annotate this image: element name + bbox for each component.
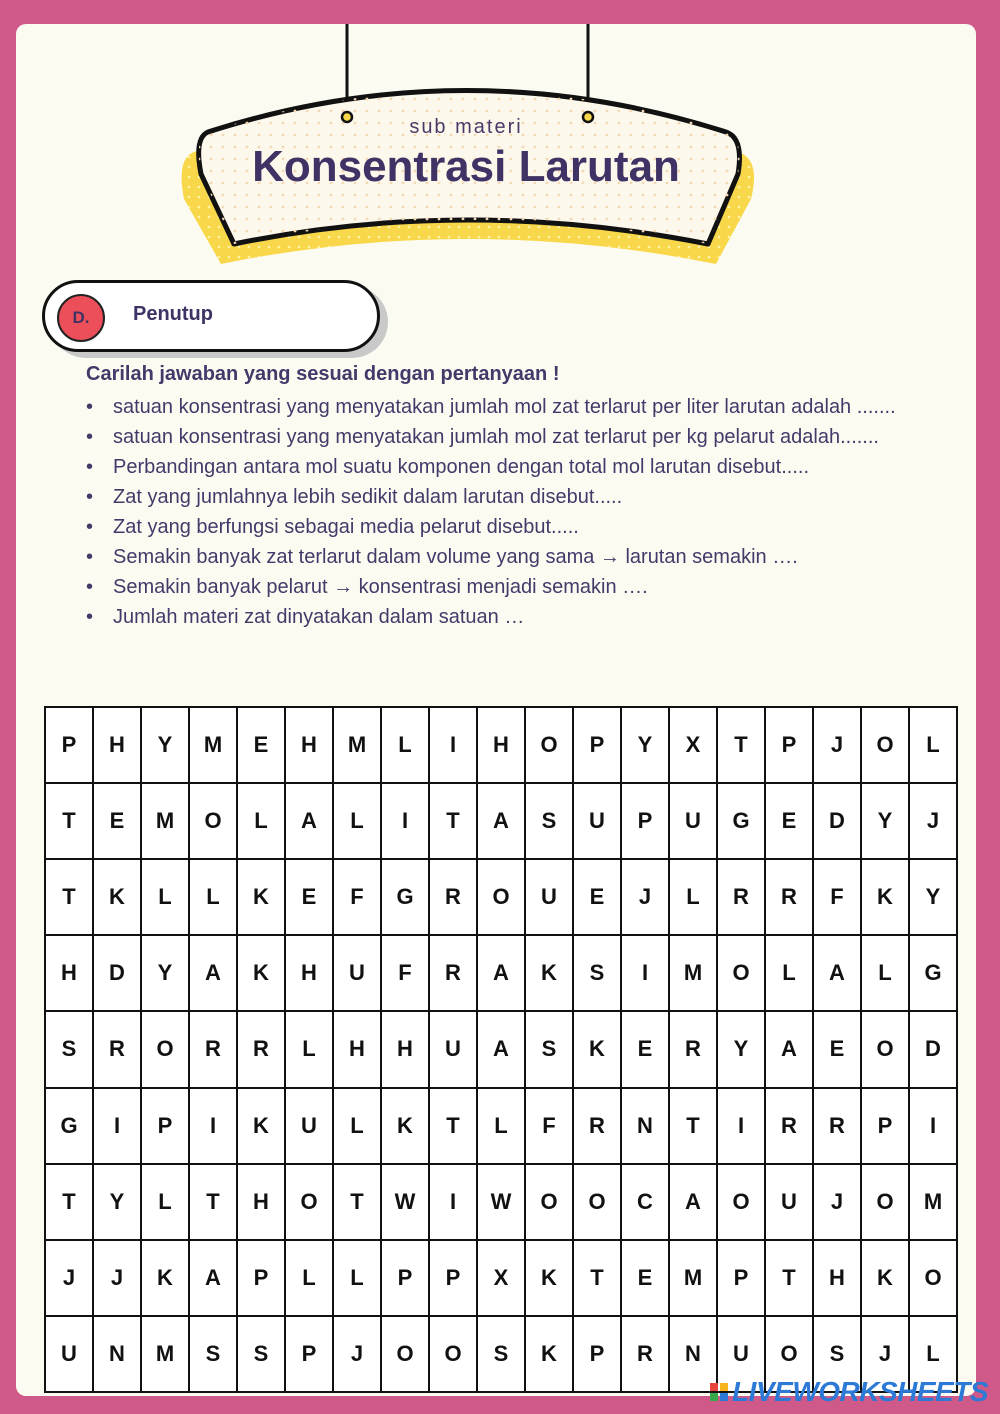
letter-cell[interactable]: E [766, 784, 814, 860]
question-item: • Zat yang jumlahnya lebih sedikit dalam larutan disebut..... [86, 482, 918, 512]
letter-cell[interactable]: A [814, 936, 862, 1012]
letter-cell[interactable]: N [670, 1317, 718, 1393]
letter-cell[interactable]: E [622, 1241, 670, 1317]
letter-cell[interactable]: O [574, 1165, 622, 1241]
letter-cell[interactable]: L [910, 1317, 958, 1393]
letter-cell[interactable]: A [478, 784, 526, 860]
letter-cell[interactable]: S [46, 1012, 94, 1088]
letter-cell[interactable]: P [622, 784, 670, 860]
letter-cell[interactable]: S [526, 1012, 574, 1088]
letter-cell[interactable]: O [862, 1165, 910, 1241]
letter-cell[interactable]: H [478, 708, 526, 784]
letter-cell[interactable]: L [478, 1089, 526, 1165]
question-block [86, 359, 918, 632]
letter-cell[interactable]: K [574, 1012, 622, 1088]
letter-cell[interactable]: U [718, 1317, 766, 1393]
letter-cell[interactable]: P [766, 708, 814, 784]
letter-cell[interactable]: W [478, 1165, 526, 1241]
letter-cell[interactable]: U [574, 784, 622, 860]
letter-cell[interactable]: K [94, 860, 142, 936]
letter-cell[interactable]: O [286, 1165, 334, 1241]
letter-cell[interactable]: K [142, 1241, 190, 1317]
letter-cell[interactable]: R [766, 1089, 814, 1165]
letter-cell[interactable]: P [142, 1089, 190, 1165]
banner-subtitle: sub materi [409, 116, 523, 138]
letter-cell[interactable]: J [910, 784, 958, 860]
letter-cell[interactable]: H [238, 1165, 286, 1241]
letter-cell[interactable]: T [430, 784, 478, 860]
letter-cell[interactable]: M [334, 708, 382, 784]
letter-cell[interactable]: H [286, 708, 334, 784]
letter-cell[interactable]: L [142, 860, 190, 936]
letter-cell[interactable]: M [190, 708, 238, 784]
section-badge: D. [57, 294, 105, 342]
letter-cell[interactable]: I [190, 1089, 238, 1165]
letter-cell[interactable]: L [286, 1241, 334, 1317]
letter-cell[interactable]: R [574, 1089, 622, 1165]
letter-cell[interactable]: P [574, 708, 622, 784]
letter-cell[interactable]: I [910, 1089, 958, 1165]
letter-cell[interactable]: O [478, 860, 526, 936]
letter-cell[interactable]: T [46, 860, 94, 936]
letter-cell[interactable]: L [334, 1241, 382, 1317]
letter-cell[interactable]: R [190, 1012, 238, 1088]
letter-cell[interactable]: H [814, 1241, 862, 1317]
letter-cell[interactable]: J [862, 1317, 910, 1393]
letter-cell[interactable]: H [286, 936, 334, 1012]
worksheet-page [16, 24, 976, 1396]
letter-cell[interactable]: K [526, 1241, 574, 1317]
letter-cell[interactable]: C [622, 1165, 670, 1241]
letter-cell[interactable]: D [910, 1012, 958, 1088]
letter-cell[interactable]: K [862, 1241, 910, 1317]
letter-cell[interactable]: S [814, 1317, 862, 1393]
letter-cell[interactable]: P [238, 1241, 286, 1317]
letter-cell[interactable]: O [142, 1012, 190, 1088]
letter-cell[interactable]: H [382, 1012, 430, 1088]
letter-cell[interactable]: R [430, 936, 478, 1012]
letter-cell[interactable]: R [94, 1012, 142, 1088]
letter-cell[interactable]: I [622, 936, 670, 1012]
letter-cell[interactable]: I [382, 784, 430, 860]
letter-cell[interactable]: P [862, 1089, 910, 1165]
letter-cell[interactable]: O [718, 1165, 766, 1241]
letter-cell[interactable]: T [670, 1089, 718, 1165]
letter-cell[interactable]: Y [142, 936, 190, 1012]
letter-cell[interactable]: X [670, 708, 718, 784]
letter-cell[interactable]: J [94, 1241, 142, 1317]
letter-cell[interactable]: E [94, 784, 142, 860]
letter-cell[interactable]: U [766, 1165, 814, 1241]
letter-cell[interactable]: S [190, 1317, 238, 1393]
letter-cell[interactable]: T [190, 1165, 238, 1241]
letter-cell[interactable]: L [238, 784, 286, 860]
letter-cell[interactable]: O [766, 1317, 814, 1393]
letter-cell[interactable]: L [910, 708, 958, 784]
letter-cell[interactable]: U [46, 1317, 94, 1393]
question-item: • Semakin banyak pelarut → konsentrasi menjadi semakin …. [86, 572, 918, 602]
letter-cell[interactable]: E [574, 860, 622, 936]
letter-cell[interactable]: G [718, 784, 766, 860]
letter-cell[interactable]: D [814, 784, 862, 860]
letter-cell[interactable]: E [622, 1012, 670, 1088]
letter-cell[interactable]: O [526, 708, 574, 784]
letter-cell[interactable]: O [382, 1317, 430, 1393]
letter-cell[interactable]: A [670, 1165, 718, 1241]
letter-cell[interactable]: A [478, 936, 526, 1012]
letter-cell[interactable]: T [766, 1241, 814, 1317]
letter-cell[interactable]: O [430, 1317, 478, 1393]
letter-cell[interactable]: P [382, 1241, 430, 1317]
letter-cell[interactable]: A [478, 1012, 526, 1088]
letter-cell[interactable]: U [670, 784, 718, 860]
letter-cell[interactable]: M [142, 1317, 190, 1393]
letter-cell[interactable]: L [142, 1165, 190, 1241]
question-heading: Carilah jawaban yang sesuai dengan pertanyaan ! [86, 363, 560, 385]
letter-cell[interactable]: A [190, 936, 238, 1012]
letter-cell[interactable]: P [286, 1317, 334, 1393]
letter-cell[interactable]: P [574, 1317, 622, 1393]
letter-cell[interactable]: Y [94, 1165, 142, 1241]
letter-cell[interactable]: N [622, 1089, 670, 1165]
letter-cell[interactable]: H [334, 1012, 382, 1088]
letter-cell[interactable]: U [526, 860, 574, 936]
watermark-text: LIVEWORKSHEETS [732, 1376, 988, 1407]
letter-cell[interactable]: K [238, 860, 286, 936]
letter-cell[interactable]: I [718, 1089, 766, 1165]
liveworksheets-logo-icon [710, 1383, 728, 1401]
question-item: • satuan konsentrasi yang menyatakan jumlah mol zat terlarut per liter larutan adalah ....... [86, 392, 918, 422]
letter-cell[interactable]: F [814, 860, 862, 936]
letter-cell[interactable]: J [814, 1165, 862, 1241]
section-header [42, 280, 380, 352]
letter-cell[interactable]: S [526, 784, 574, 860]
letter-cell[interactable]: J [814, 708, 862, 784]
letter-cell[interactable]: O [862, 708, 910, 784]
letter-cell[interactable]: R [670, 1012, 718, 1088]
letter-cell[interactable]: E [286, 860, 334, 936]
logo-square [710, 1393, 718, 1401]
letter-cell[interactable]: K [526, 936, 574, 1012]
letter-cell[interactable]: O [910, 1241, 958, 1317]
logo-square [710, 1383, 718, 1391]
letter-cell[interactable]: T [430, 1089, 478, 1165]
liveworksheets-watermark [710, 1376, 988, 1408]
question-item: • satuan konsentrasi yang menyatakan jumlah mol zat terlarut per kg pelarut adalah....... [86, 422, 918, 452]
letter-cell[interactable]: X [478, 1241, 526, 1317]
letter-cell[interactable]: O [526, 1165, 574, 1241]
letter-cell[interactable]: N [94, 1317, 142, 1393]
letter-cell[interactable]: P [718, 1241, 766, 1317]
letter-cell[interactable]: I [430, 1165, 478, 1241]
letter-cell[interactable]: K [526, 1317, 574, 1393]
letter-cell[interactable]: Y [622, 708, 670, 784]
letter-cell[interactable]: I [430, 708, 478, 784]
letter-cell[interactable]: R [622, 1317, 670, 1393]
letter-cell[interactable]: P [430, 1241, 478, 1317]
letter-cell[interactable]: F [526, 1089, 574, 1165]
letter-cell[interactable]: M [670, 936, 718, 1012]
letter-cell[interactable]: A [190, 1241, 238, 1317]
letter-cell[interactable]: L [190, 860, 238, 936]
letter-cell[interactable]: J [334, 1317, 382, 1393]
letter-cell[interactable]: U [430, 1012, 478, 1088]
letter-cell[interactable]: R [718, 860, 766, 936]
letter-cell[interactable]: R [814, 1089, 862, 1165]
letter-cell[interactable]: I [94, 1089, 142, 1165]
letter-cell[interactable]: S [478, 1317, 526, 1393]
letter-cell[interactable]: L [382, 708, 430, 784]
question-item: • Zat yang berfungsi sebagai media pelarut disebut..... [86, 512, 918, 542]
letter-cell[interactable]: L [286, 1012, 334, 1088]
letter-cell[interactable]: E [814, 1012, 862, 1088]
letter-cell[interactable]: F [382, 936, 430, 1012]
letter-cell[interactable]: K [238, 1089, 286, 1165]
letter-cell[interactable]: S [574, 936, 622, 1012]
letter-cell[interactable]: L [670, 860, 718, 936]
letter-cell[interactable]: M [910, 1165, 958, 1241]
letter-cell[interactable]: K [382, 1089, 430, 1165]
letter-cell[interactable]: R [766, 860, 814, 936]
letter-cell[interactable]: Y [142, 708, 190, 784]
letter-cell[interactable]: G [382, 860, 430, 936]
letter-cell[interactable]: O [718, 936, 766, 1012]
letter-cell[interactable]: T [334, 1165, 382, 1241]
letter-cell[interactable]: L [334, 1089, 382, 1165]
letter-cell[interactable]: D [94, 936, 142, 1012]
letter-cell[interactable]: A [766, 1012, 814, 1088]
letter-cell[interactable]: G [46, 1089, 94, 1165]
letter-cell[interactable]: Y [718, 1012, 766, 1088]
letter-cell[interactable]: G [910, 936, 958, 1012]
letter-cell[interactable]: J [622, 860, 670, 936]
letter-cell[interactable]: J [46, 1241, 94, 1317]
letter-cell[interactable]: W [382, 1165, 430, 1241]
letter-cell[interactable]: Y [862, 784, 910, 860]
question-list [86, 392, 918, 632]
letter-cell[interactable]: L [766, 936, 814, 1012]
letter-cell[interactable]: P [46, 708, 94, 784]
letter-cell[interactable]: T [718, 708, 766, 784]
letter-cell[interactable]: M [670, 1241, 718, 1317]
letter-cell[interactable]: U [334, 936, 382, 1012]
letter-cell[interactable]: K [238, 936, 286, 1012]
letter-cell[interactable]: H [94, 708, 142, 784]
section-label: Penutup [133, 303, 213, 325]
logo-square [720, 1393, 728, 1401]
letter-cell[interactable]: T [574, 1241, 622, 1317]
letter-cell[interactable]: Y [910, 860, 958, 936]
question-item: • Perbandingan antara mol suatu komponen dengan total mol larutan disebut..... [86, 452, 918, 482]
letter-cell[interactable]: O [190, 784, 238, 860]
letter-cell[interactable]: O [862, 1012, 910, 1088]
letter-cell[interactable]: R [430, 860, 478, 936]
letter-cell[interactable]: F [334, 860, 382, 936]
letter-cell[interactable]: A [286, 784, 334, 860]
question-item: • Semakin banyak zat terlarut dalam volume yang sama → larutan semakin …. [86, 542, 918, 572]
letter-cell[interactable]: T [46, 784, 94, 860]
logo-square [720, 1383, 728, 1391]
letter-cell[interactable]: H [46, 936, 94, 1012]
letter-cell[interactable]: S [238, 1317, 286, 1393]
letter-cell[interactable]: E [238, 708, 286, 784]
letter-cell[interactable]: R [238, 1012, 286, 1088]
letter-cell[interactable]: L [334, 784, 382, 860]
word-search-grid [44, 706, 958, 1393]
question-item: • Jumlah materi zat dinyatakan dalam satuan … [86, 602, 918, 632]
letter-cell[interactable]: T [46, 1165, 94, 1241]
letter-cell[interactable]: U [286, 1089, 334, 1165]
letter-cell[interactable]: L [862, 936, 910, 1012]
letter-cell[interactable]: M [142, 784, 190, 860]
banner-title: Konsentrasi Larutan [252, 142, 680, 191]
letter-cell[interactable]: K [862, 860, 910, 936]
